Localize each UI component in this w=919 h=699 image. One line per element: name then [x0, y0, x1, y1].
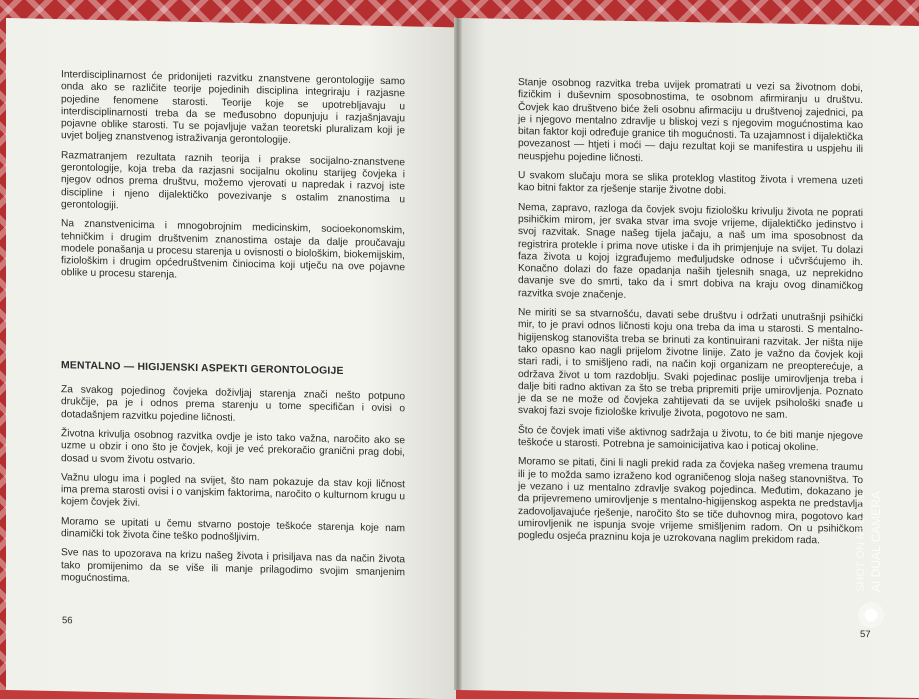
- left-page: [6, 18, 456, 699]
- watermark-line2: AI DUAL CAMERA: [869, 491, 883, 592]
- page-number: 57: [860, 629, 871, 641]
- paragraph: Stanje osobnog razvitka treba uvijek promatrati u vezi sa životnom dobi, fizičkim i duševnim sposobnostima, te osobnom afirmiranju u društvu. Čovjek kao društveno biće želi osobnu afirmaciju u društvenoj zajednici, pa je i njegovo mentalno zdravlje u bliskoj vezi s njegovim mogućnostima kao bitan faktor koji određuje granice tih mogućnosti. Ta uzajamnost i dijalektička povezanost — htjeti i moći — daju rezultat koji se manifestira u uspjehu ili neuspjehu pojedine ličnosti.: [518, 77, 863, 165]
- paragraph: Životna krivulja osobnog razvitka ovdje je isto tako važna, naročito ako se uzme u obzir i ono što je čovjek, koji je već prekoračio granični prag dobi, dosad u svom životu ostvario.: [61, 428, 405, 467]
- paragraph: Na znanstvenicima i mnogobrojnim medicinskim, socioekonomskim, tehničkim i drugim društvenim znanostima ostaje da dalje proučavaju modele ponašanja u procesu starenja u ovisnosti o biološkim, biokemijskim, fiziološkim i drugim općedruštvenim činiocima koji utječu na ove pojavne oblike u procesu starenja.: [61, 218, 405, 282]
- watermark-line1: SHOT ON MI 8 LITE: [855, 491, 867, 592]
- left-page-text: [61, 69, 405, 598]
- paragraph: Nema, zapravo, razloga da čovjek svoju fiziološku krivulju života ne poprati psihičkim mirom, jer svaka stvar ima svoje vrijeme, dijalektičko jedinstvo i svoj razvitak. Snage našeg tijela jačaju, a naš um ima sposobnost da registrira protekle i prima nove utiske i da ih primjenjuje na svijet. Tu dolazi faza života u kojoj izgrađujemo međuljudske odnose i učvršćujemo ih. Konačno dolazi do faze opadanja naših tjelesnih snaga, uz neprekidno davanje sve do smrti, tako da i smrt dobiva na kraju ovog dinamičkog razvitka svoje značenje.: [518, 201, 863, 301]
- paragraph: Ne miriti se sa stvarnošću, davati sebe društvu i održati unutrašnji psihički mir, to je pravi odnos ličnosti koju ona treba da ima u starosti. S mentalno-higijenskog stanovišta treba se brinuti za kontinuirani razvitak. Jer ništa nije tako opasno kao nagli prijelom životne linije. Zato je važno da čovjek koji stari radi, i to smišljeno radi, na način koji organizam ne preopterećuje, a održava život u tom razdoblju. Svaki pojedinac poslije umirovljenja treba i dalje biti radno aktivan za što se treba pripremiti prije umirovljenja. Poznato je da se ne može od čovjeka zahtijevati da se uvijek psihološki snađe u svakoj fazi svoje fiziološke krivulje života, pogotovo ne sam.: [518, 307, 863, 422]
- right-page: [458, 18, 919, 698]
- right-page-text: [518, 77, 863, 555]
- paragraph: Moramo se pitati, čini li nagli prekid rada za čovjeka našeg vremena traumu ili je to možda samo izraženo kod ograničenog sloja našeg stanovništva. To je vezano i uz mentalno zdravlje svakog pojedinca. Međutim, dokazano je da prijevremeno umirovljenje s mentalno-higijenskog aspekta ne predstavlja zadovoljavajuće rješenje, naročito što se tiče duhovnog mira, pogotovo kad umirovljenik ne ispunja svoje vrijeme smišljenim radom. On u psihičkom pogledu osjeća prazninu koja je uzrokovana naglim prekidom rada.: [518, 456, 863, 547]
- camera-watermark: [852, 432, 892, 662]
- camera-lens-icon: [858, 602, 884, 628]
- page-number: 56: [62, 615, 73, 627]
- paragraph: Moramo se upitati u čemu stvarno postoje teškoće starenja koje nam dinamički tok života čine teško podnošljivim.: [61, 515, 405, 544]
- paragraph: Interdisciplinarnost će pridonijeti razvitku znanstvene gerontologije samo onda ako se različite teorije pojedinih disciplina integriraju i razjasne pojedine fenomene starosti. Teorije koje se upotrebljavaju u interdisciplinarnosti treba da se međusobno dopunjuju i razjašnjavaju pojavne oblike starosti. Tu se pojavljuje važan teoretski pluralizam koji je uvjet boljeg znanstvenog istraživanja gerontologije.: [61, 69, 405, 147]
- paragraph: Za svakog pojedinog čovjeka doživljaj starenja znači nešto potpuno drukčije, pa je i odnos prema starenju u tome specifičan i ovisi o dotadašnjem razvitku pojedine ličnosti.: [61, 384, 405, 424]
- paragraph: U svakom slučaju mora se slika proteklog vlastitog života i vremena uzeti kao bitni faktor za rješenje starije životne dobi.: [518, 170, 863, 198]
- paragraph: Razmatranjem rezultata raznih teorija i prakse socijalno-znanstvene gerontologije, koja treba da razjasni socijalnu okolinu starijeg čovjeka i njegov odnos prema društvu, možemo vjerovati u napredak i razvoj iste discipline i njeno dijalektičko povezivanje s ostalim znanostima u gerontologiji.: [61, 149, 405, 212]
- paragraph: Što će čovjek imati više aktivnog sadržaja u životu, to će biti manje njegove teškoće u starosti. Potrebna je samoinicijativa kao i poticaj okoline.: [518, 424, 863, 454]
- paragraph: Važnu ulogu ima i pogled na svijet, što nam pokazuje da stav koji ličnost ima prema starosti ovisi i o vanjskim faktorima, naročito o kulturnom krugu u kojem čovjek živi.: [61, 471, 405, 510]
- book-gutter: [454, 18, 462, 690]
- book-spread: [6, 18, 919, 690]
- section-heading: MENTALNO — HIGIJENSKI ASPEKTI GERONTOLOGIJE: [61, 359, 344, 377]
- paragraph: Sve nas to upozorava na krizu našeg života i prisiljava nas da način života tako promijenimo da se više ili manje prilagodimo svojim smanjenim mogućnostima.: [61, 547, 405, 585]
